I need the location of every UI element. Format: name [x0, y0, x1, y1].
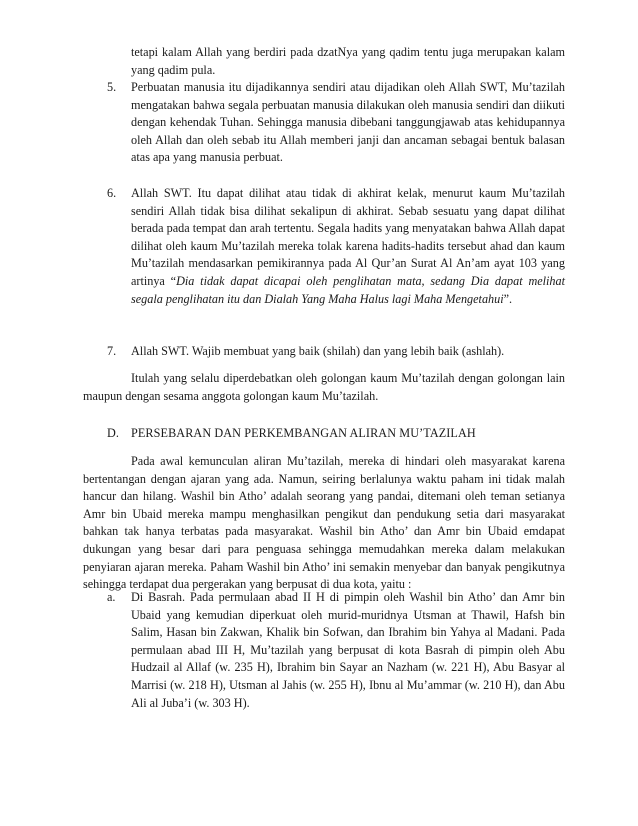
section-marker: D. [107, 426, 120, 440]
alpha-marker: a. [107, 590, 116, 604]
list-item-6 [107, 185, 565, 308]
alpha-list-item-a [107, 589, 565, 712]
list-item-text: Perbuatan manusia itu dijadikannya sendiri atau dijadikan oleh Allah SWT, Mu’tazilah mengatakan bahwa segala perbuatan manusia dilakukan oleh manusia sendiri dan diikuti dengan kehendak Tuhan. Sehingga manusia dibebani tanggungjawab atas kehidupannya oleh Allah dan oleh sebab itu Allah memberi janji dan ancaman sebagai bentuk balasan atas apa yang manusia perbuat. [131, 80, 565, 165]
list-item-text: Allah SWT. Itu dapat dilihat atau tidak di akhirat kelak, menurut kaum Mu’tazilah sendiri Allah tidak bisa dilihat sekalipun di akhirat. Sebab sesuatu yang dapat dilihat berada pada tempat dan arah tertentu. Segala hadits yang menyatakan bahwa Allah dapat dilihat oleh kaum Mu’tazilah mereka tolak karena hadits-hadits tersebut ahad dan kaum Mu’tazilah mendasarkan pemikirannya pada Al Qur’an Surat Al An’am ayat 103 yang artinya “ [131, 186, 565, 288]
list-marker: 7. [107, 344, 117, 358]
list-item-text: Allah SWT. Wajib membuat yang baik (shilah) dan yang lebih baik (ashlah). [131, 344, 505, 358]
list-item-7 [107, 343, 565, 361]
quote-close: ”. [503, 291, 513, 306]
alpha-item-text: Di Basrah. Pada permulaan abad II H di pimpin oleh Washil bin Atho’ dan Amr bin Ubaid yang kemudian diperkuat oleh murid-muridnya Utsman at Thawil, Hafsh bin Salim, Hasan bin Zakwan, Khalik bin Sofwan, dan Ibrahim bin Yahya al Madani. Pada permulaan abad III H, Mu’tazilah yang berpusat di kota Basrah di pimpin oleh Abu Hudzail al Allaf (w. 235 H), Ibrahim bin Sayar an Nazham (w. 221 H), Abu Basyar al Marrisi (w. 218 H), Utsman al Jahis (w. 255 H), Ibnu al Mu’ammar (w. 210 H), dan Abu Ali al Juba’i (w. 303 H). [131, 590, 565, 710]
quran-quote: Dia tidak dapat dicapai oleh penglihatan mata, sedang Dia dapat melihat segala penglihatan itu dan Dialah Yang Maha Halus lagi Maha Mengetahui [131, 273, 565, 306]
list-item-5 [107, 79, 565, 167]
continuation-text: tetapi kalam Allah yang berdiri pada dzatNya yang qadim tentu juga merupakan kalam yang qadim pula. [131, 45, 565, 77]
section-title: PERSEBARAN DAN PERKEMBANGAN ALIRAN MU’TAZILAH [131, 426, 476, 440]
list-marker: 5. [107, 80, 117, 94]
list-marker: 6. [107, 186, 117, 200]
section-heading [107, 425, 565, 443]
section-paragraph: Pada awal kemunculan aliran Mu’tazilah, mereka di hindari oleh masyarakat karena bertentangan dengan ajaran yang ada. Namun, seiring berlalunya waktu paham ini tidak malah hancur dan hilang. Washil bin Atho’ adalah seorang yang pandai, ditemani oleh teman setianya Amr bin Ubaid mereka mampu menghasilkan pengikut dan pendukung setia dari masyarakat bahkan tak hanya terbatas pada masyarakat. Washil bin Atho’ dan Amr bin Ubaid emdapat dukungan yang besar dari para penguasa sehingga memudahkan mereka dalam melakukan penyiaran ajaran mereka. Paham Washil bin Atho’ ini semakin menyebar dan banyak pengikutnya sehingga terdapat dua pergerakan yang berpusat di dua kota, yaitu : [83, 454, 565, 592]
summary-paragraph: Itulah yang selalu diperdebatkan oleh golongan kaum Mu’tazilah dengan golongan lain maupun dengan sesama anggota golongan kaum Mu’tazilah. [83, 371, 565, 403]
